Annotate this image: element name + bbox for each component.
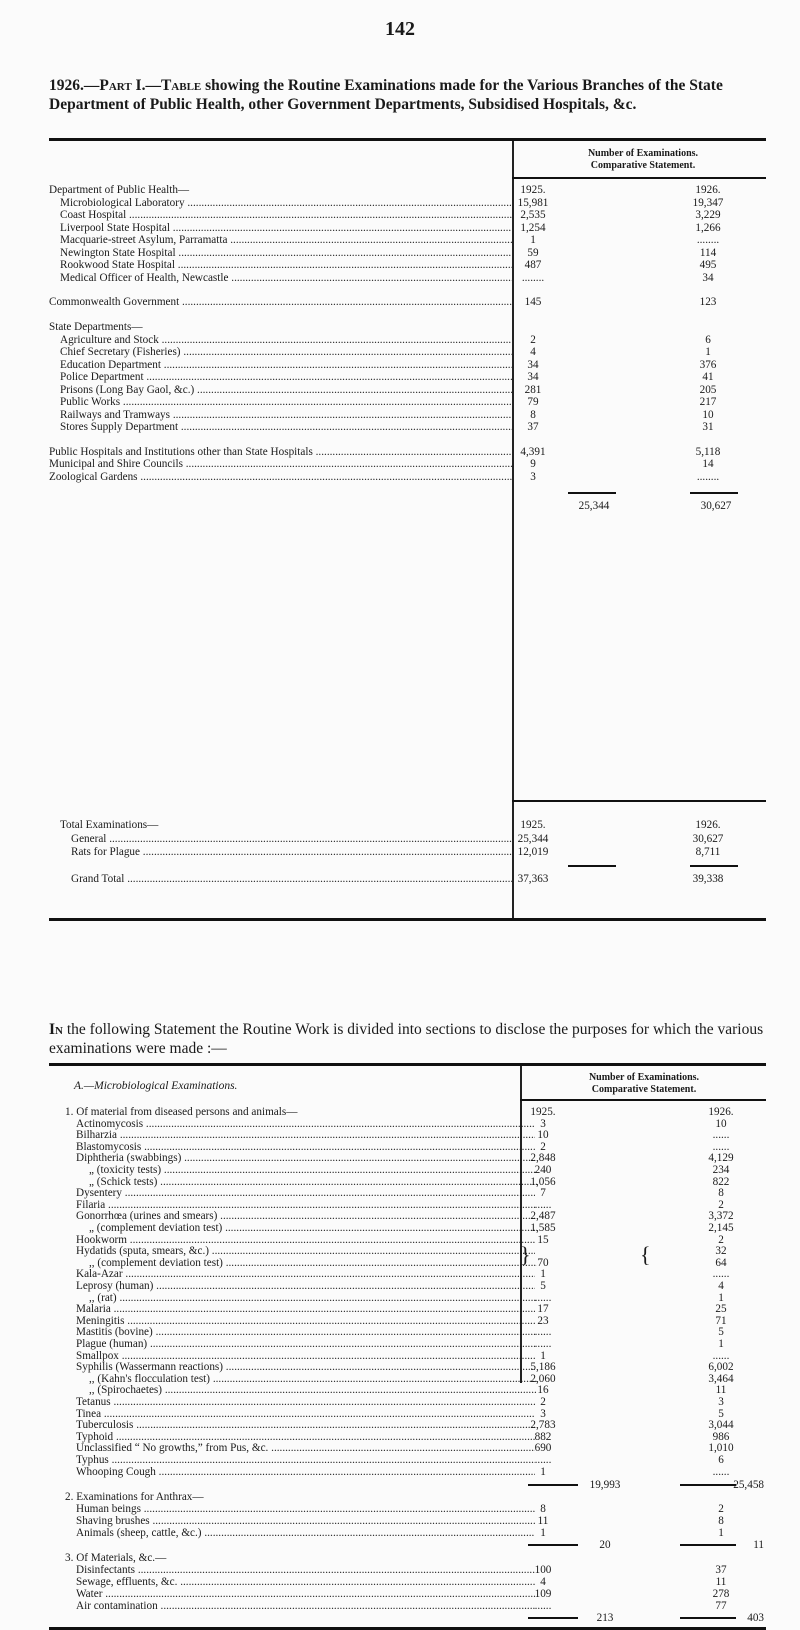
value-1925: 690 <box>534 1442 552 1454</box>
table-row <box>49 409 766 421</box>
value-1925: 8 <box>540 1503 546 1515</box>
value-1926: 1926. <box>695 819 721 831</box>
row-label: Police Department ..... <box>60 371 512 383</box>
table-row <box>49 1106 766 1118</box>
table-row <box>49 1268 766 1280</box>
value-1926: 986 <box>712 1431 730 1443</box>
value-1926: 1926. <box>708 1106 734 1118</box>
table1-bottom-rule <box>49 918 766 921</box>
table1-header-line2: Comparative Statement. <box>590 160 696 171</box>
value-1926: 32 <box>715 1245 727 1257</box>
value-1926: 2 <box>718 1234 724 1246</box>
value-1926: 1 <box>718 1527 724 1539</box>
row-label: Plague (human) ..... <box>76 1338 535 1350</box>
value-1926: 495 <box>699 259 717 271</box>
title-year: 1926. <box>49 77 84 94</box>
table-row <box>49 846 766 858</box>
value-1926: 11 <box>715 1384 727 1396</box>
value-1925: 1 <box>540 1350 546 1362</box>
value-1926: 3,044 <box>708 1419 734 1431</box>
table2-section-title: A.—Microbiological Examinations. <box>74 1080 238 1092</box>
row-label: Commonwealth Government ..... <box>49 296 512 308</box>
row-label: 1. Of material from diseased persons and animals— <box>65 1106 298 1118</box>
value-1925: 37,363 <box>517 873 549 885</box>
table-row <box>49 1527 766 1539</box>
value-1926: 205 <box>699 384 717 396</box>
table-row <box>49 1466 766 1478</box>
value-1925: ...... <box>534 1600 552 1612</box>
value-1925: 79 <box>527 396 539 408</box>
value-1925: 3 <box>540 1118 546 1130</box>
row-label: Public Works ..... <box>60 396 512 408</box>
row-label: Newington State Hospital ..... <box>60 247 512 259</box>
value-1926: ...... <box>712 1129 730 1141</box>
table-row <box>49 1454 766 1466</box>
value-1925: 145 <box>524 296 542 308</box>
value-1926: 6 <box>718 1454 724 1466</box>
table-row <box>49 1564 766 1576</box>
table1-header-rule <box>512 177 766 179</box>
table-row <box>49 1442 766 1454</box>
row-label: Total Examinations— <box>60 819 159 831</box>
table-row <box>49 1303 766 1315</box>
sum-rule <box>568 865 616 867</box>
value-1925: 25,344 <box>517 833 549 845</box>
table-row <box>49 321 766 333</box>
table-row <box>49 1588 766 1600</box>
page-title <box>49 76 765 114</box>
table-row <box>49 334 766 346</box>
row-label: Chief Secretary (Fisheries) ..... <box>60 346 512 358</box>
row-label: Human beings ..... <box>76 1503 535 1515</box>
value-1925: 5,186 <box>530 1361 556 1373</box>
table-row <box>49 421 766 433</box>
value-1926: ...... <box>712 1466 730 1478</box>
sum-rule <box>568 492 616 494</box>
value-1926: 3,464 <box>708 1373 734 1385</box>
value-1925: 2 <box>530 334 536 346</box>
value-1926: 1,010 <box>708 1442 734 1454</box>
row-label: Unclassified “ No growths,” from Pus, &c. ..... <box>76 1442 535 1454</box>
intro-text: the following Statement the Routine Work is divided into sections to disclose the purposes for which the various examinations were made :— <box>49 1021 764 1057</box>
row-label: Liverpool State Hospital ..... <box>60 222 512 234</box>
row-label: Stores Supply Department ..... <box>60 421 512 433</box>
value-1925: ...... <box>534 1338 552 1350</box>
row-label: Typhus ..... <box>76 1454 535 1466</box>
value-1926: ........ <box>696 471 720 483</box>
value-1925: ...... <box>534 1292 552 1304</box>
table1-header <box>520 148 766 172</box>
row-label: Zoological Gardens ..... <box>49 471 512 483</box>
value-1925: 12,019 <box>517 846 549 858</box>
table-row <box>49 234 766 246</box>
table2-header-rule <box>520 1099 766 1101</box>
value-1926: 822 <box>712 1176 730 1188</box>
value-1926: 5,118 <box>695 446 721 458</box>
row-label: Filaria ..... <box>76 1199 535 1211</box>
value-1926: 1 <box>705 346 711 358</box>
row-label: ,, (rat) ..... <box>89 1292 537 1304</box>
value-1925: 7 <box>540 1187 546 1199</box>
row-label: Tuberculosis ..... <box>76 1419 535 1431</box>
table-row <box>49 1210 766 1222</box>
table-row <box>49 1326 766 1338</box>
value-1926: 3,372 <box>708 1210 734 1222</box>
title-part: —Part I.—Table <box>83 77 202 94</box>
value-1925: 2,487 <box>530 1210 556 1222</box>
table2-header-line2: Comparative Statement. <box>591 1084 697 1095</box>
table-row <box>49 359 766 371</box>
value-1926: 30,627 <box>692 833 724 845</box>
value-1926: ........ <box>696 234 720 246</box>
value-1926: 19,347 <box>692 197 724 209</box>
value-1925: 8 <box>530 409 536 421</box>
table-row <box>49 1396 766 1408</box>
row-label: Municipal and Shire Councils ..... <box>49 458 512 470</box>
row-label: State Departments— <box>49 321 143 333</box>
row-label: Agriculture and Stock ..... <box>60 334 512 346</box>
value-1926: 278 <box>712 1588 730 1600</box>
page-number: 142 <box>385 18 415 40</box>
row-label: Kala-Azar ..... <box>76 1268 535 1280</box>
value-1926: 31 <box>702 421 714 433</box>
table-row <box>49 471 766 483</box>
table-row <box>49 1164 766 1176</box>
table-row <box>49 833 766 845</box>
value-1925: 15,981 <box>517 197 549 209</box>
value-1925: ...... <box>534 1326 552 1338</box>
value-1926: 234 <box>712 1164 730 1176</box>
row-label: Sewage, effluents, &c. ..... <box>76 1576 535 1588</box>
row-label: Bilharzia ..... <box>76 1129 535 1141</box>
value-1926: 4 <box>718 1280 724 1292</box>
table-row <box>49 1338 766 1350</box>
table-row <box>49 346 766 358</box>
table-row <box>49 1503 766 1515</box>
brace-hydatids-1925: } <box>520 1242 531 1267</box>
value-1926: 11 <box>715 1576 727 1588</box>
table-row <box>49 222 766 234</box>
row-label: ,, (Kahn's flocculation test) ..... <box>89 1373 537 1385</box>
table-row <box>49 371 766 383</box>
table-row <box>49 1187 766 1199</box>
value-1926: 10 <box>702 409 714 421</box>
row-label: Diphtheria (swabbings) ..... <box>76 1152 535 1164</box>
value-1925: ...... <box>534 1454 552 1466</box>
row-label: Typhoid ..... <box>76 1431 535 1443</box>
value-1925: 281 <box>524 384 542 396</box>
sum-rule <box>528 1544 578 1546</box>
value-1926: ...... <box>712 1268 730 1280</box>
row-label: Actinomycosis ..... <box>76 1118 535 1130</box>
value-1925: 1925. <box>520 819 546 831</box>
row-label: Macquarie-street Asylum, Parramatta ..... <box>60 234 512 246</box>
table-row <box>49 184 766 196</box>
value-1926: 8,711 <box>695 846 721 858</box>
section3-total-1926: 403 <box>747 1612 764 1624</box>
row-label: Whooping Cough ..... <box>76 1466 535 1478</box>
value-1925: 10 <box>537 1129 549 1141</box>
value-1925: ........ <box>521 272 545 284</box>
row-label: Rats for Plague ..... <box>71 846 512 858</box>
value-1925: 2,060 <box>530 1373 556 1385</box>
value-1925: 59 <box>527 247 539 259</box>
value-1925: 3 <box>540 1408 546 1420</box>
table-row <box>49 197 766 209</box>
value-1925: 16 <box>537 1384 549 1396</box>
value-1925: 3 <box>530 471 536 483</box>
title-rest: showing the Routine Examinations made for the Various Branches of the State Department of Public Health, other Government Departments, Subsidised Hospitals, &c. <box>49 77 723 113</box>
value-1925: 1 <box>530 234 536 246</box>
intro-first-word: In <box>49 1021 63 1038</box>
table-row <box>49 1152 766 1164</box>
value-1925: 1,254 <box>520 222 546 234</box>
value-1925: 15 <box>537 1234 549 1246</box>
value-1925: 1925. <box>520 184 546 196</box>
table-row <box>49 819 766 831</box>
value-1925: 882 <box>534 1431 552 1443</box>
row-label: Syphilis (Wassermann reactions) ..... <box>76 1361 535 1373</box>
value-1926: 34 <box>702 272 714 284</box>
row-label: Blastomycosis ..... <box>76 1141 535 1153</box>
value-1925: 2,535 <box>520 209 546 221</box>
value-1925: 1 <box>540 1268 546 1280</box>
row-label: „ (complement deviation test) ..... <box>89 1222 537 1234</box>
row-label: Leprosy (human) ..... <box>76 1280 535 1292</box>
value-1925: 4 <box>540 1576 546 1588</box>
table-row <box>49 384 766 396</box>
row-label: Malaria ..... <box>76 1303 535 1315</box>
value-1926: 4,129 <box>708 1152 734 1164</box>
value-1926: 6,002 <box>708 1361 734 1373</box>
table-row <box>49 247 766 259</box>
row-label: Rookwood State Hospital ..... <box>60 259 512 271</box>
section2-total-1926: 11 <box>753 1539 764 1551</box>
table1-mid-rule <box>512 800 766 802</box>
row-label: „ (toxicity tests) ..... <box>89 1164 537 1176</box>
row-label: Prisons (Long Bay Gaol, &c.) ..... <box>60 384 512 396</box>
value-1925: 2,783 <box>530 1419 556 1431</box>
value-1925: 2 <box>540 1141 546 1153</box>
section2-title: 2. Examinations for Anthrax— <box>65 1491 204 1503</box>
section1-total-1925: 19,993 <box>589 1479 621 1491</box>
row-label: Hydatids (sputa, smears, &c.) ..... <box>76 1245 535 1257</box>
row-label: Public Hospitals and Institutions other than State Hospitals ..... <box>49 446 512 458</box>
value-1926: 10 <box>715 1118 727 1130</box>
table-row <box>49 1600 766 1612</box>
row-label: Coast Hospital ..... <box>60 209 512 221</box>
table-row <box>49 1361 766 1373</box>
value-1926: 114 <box>699 247 717 259</box>
row-label: Grand Total ..... <box>71 873 512 885</box>
section1-total-1926: 25,458 <box>733 1479 764 1491</box>
value-1925: 4,391 <box>520 446 546 458</box>
value-1926: 2 <box>718 1503 724 1515</box>
row-label: Railways and Tramways ..... <box>60 409 512 421</box>
table1-header-line1: Number of Examinations. <box>587 148 699 159</box>
section2-total-1925: 20 <box>599 1539 611 1551</box>
row-label: Smallpox ..... <box>76 1350 535 1362</box>
row-label: Tinea ..... <box>76 1408 535 1420</box>
value-1925: 109 <box>534 1588 552 1600</box>
subtotal-1926: 30,627 <box>700 500 732 512</box>
row-label: Mastitis (bovine) ..... <box>76 1326 535 1338</box>
table2-header <box>522 1072 766 1096</box>
brace-hydatids-1926: { <box>640 1242 651 1267</box>
value-1925: 4 <box>530 346 536 358</box>
table-row <box>49 1129 766 1141</box>
table-row <box>49 209 766 221</box>
sum-rule <box>528 1484 578 1486</box>
value-1925: 17 <box>537 1303 549 1315</box>
value-1925: 2,848 <box>530 1152 556 1164</box>
value-1926: 6 <box>705 334 711 346</box>
value-1925: 487 <box>524 259 542 271</box>
grand-total-row <box>49 873 766 885</box>
value-1925: 1,056 <box>530 1176 556 1188</box>
row-label: Department of Public Health— <box>49 184 190 196</box>
value-1926: 77 <box>715 1600 727 1612</box>
row-label: Microbiological Laboratory ..... <box>60 197 512 209</box>
value-1926: 1 <box>718 1338 724 1350</box>
value-1925: ...... <box>534 1199 552 1211</box>
table-row <box>49 272 766 284</box>
table-row <box>49 446 766 458</box>
value-1926: 39,338 <box>692 873 724 885</box>
table-row <box>49 259 766 271</box>
value-1925: 34 <box>527 359 539 371</box>
value-1926: 1,266 <box>695 222 721 234</box>
value-1925: 23 <box>537 1315 549 1327</box>
table2-header-line1: Number of Examinations. <box>588 1072 700 1083</box>
value-1926: 123 <box>699 296 717 308</box>
intro-paragraph <box>49 1020 766 1058</box>
value-1926: 64 <box>715 1257 727 1269</box>
row-label: ,, (complement deviation test) ..... <box>89 1257 537 1269</box>
table-row <box>49 1245 766 1257</box>
value-1926: 2,145 <box>708 1222 734 1234</box>
value-1926: 1926. <box>695 184 721 196</box>
value-1925: 37 <box>527 421 539 433</box>
table-row <box>49 1280 766 1292</box>
table-row <box>49 1384 766 1396</box>
value-1925: 11 <box>537 1515 549 1527</box>
table2-top-rule <box>49 1063 766 1066</box>
table-row <box>49 1419 766 1431</box>
value-1925: 5 <box>540 1280 546 1292</box>
section3-total-1925: 213 <box>596 1612 614 1624</box>
value-1926: ...... <box>712 1350 730 1362</box>
sum-rule <box>528 1617 578 1619</box>
value-1926: 41 <box>702 371 714 383</box>
value-1926: 1 <box>718 1292 724 1304</box>
value-1925: 70 <box>537 1257 549 1269</box>
value-1926: 376 <box>699 359 717 371</box>
value-1926: 25 <box>715 1303 727 1315</box>
value-1925: 100 <box>534 1564 552 1576</box>
table-row <box>49 396 766 408</box>
table-row <box>49 1222 766 1234</box>
value-1926: 2 <box>718 1199 724 1211</box>
value-1925: 1925. <box>530 1106 556 1118</box>
row-label: Tetanus ..... <box>76 1396 535 1408</box>
value-1926: 8 <box>718 1515 724 1527</box>
row-label: Animals (sheep, cattle, &c.) ..... <box>76 1527 535 1539</box>
row-label: Shaving brushes ..... <box>76 1515 535 1527</box>
value-1926: 71 <box>715 1315 727 1327</box>
row-label: Education Department ..... <box>60 359 512 371</box>
row-label: ,, (Spirochaetes) ..... <box>89 1384 537 1396</box>
value-1926: 8 <box>718 1187 724 1199</box>
value-1926: ...... <box>712 1141 730 1153</box>
section3-title: 3. Of Materials, &c.— <box>65 1552 167 1564</box>
subtotal-1925: 25,344 <box>578 500 610 512</box>
value-1926: 3 <box>718 1396 724 1408</box>
table-row <box>49 1576 766 1588</box>
value-1926: 3,229 <box>695 209 721 221</box>
row-label: Dysentery ..... <box>76 1187 535 1199</box>
value-1925: 240 <box>534 1164 552 1176</box>
row-label: Disinfectants ..... <box>76 1564 535 1576</box>
value-1925: 34 <box>527 371 539 383</box>
row-label: „ (Schick tests) ..... <box>89 1176 537 1188</box>
sum-rule <box>690 492 738 494</box>
value-1925: 2 <box>540 1396 546 1408</box>
row-label: General ..... <box>71 833 512 845</box>
value-1925: 1,585 <box>530 1222 556 1234</box>
row-label: Air contamination ..... <box>76 1600 535 1612</box>
table-row <box>49 296 766 308</box>
value-1926: 14 <box>702 458 714 470</box>
value-1926: 37 <box>715 1564 727 1576</box>
value-1925: 1 <box>540 1466 546 1478</box>
value-1926: 5 <box>718 1326 724 1338</box>
row-label: Hookworm ..... <box>76 1234 535 1246</box>
table1-top-rule <box>49 138 766 141</box>
row-label: Gonorrhœa (urines and smears) ..... <box>76 1210 535 1222</box>
table-row <box>49 1515 766 1527</box>
table-row <box>49 458 766 470</box>
row-label: Water ..... <box>76 1588 535 1600</box>
value-1926: 5 <box>718 1408 724 1420</box>
value-1925: 1 <box>540 1527 546 1539</box>
row-label: Meningitis ..... <box>76 1315 535 1327</box>
row-label: Medical Officer of Health, Newcastle ..... <box>60 272 512 284</box>
sum-rule <box>690 865 738 867</box>
value-1925: 9 <box>530 458 536 470</box>
value-1926: 217 <box>699 396 717 408</box>
